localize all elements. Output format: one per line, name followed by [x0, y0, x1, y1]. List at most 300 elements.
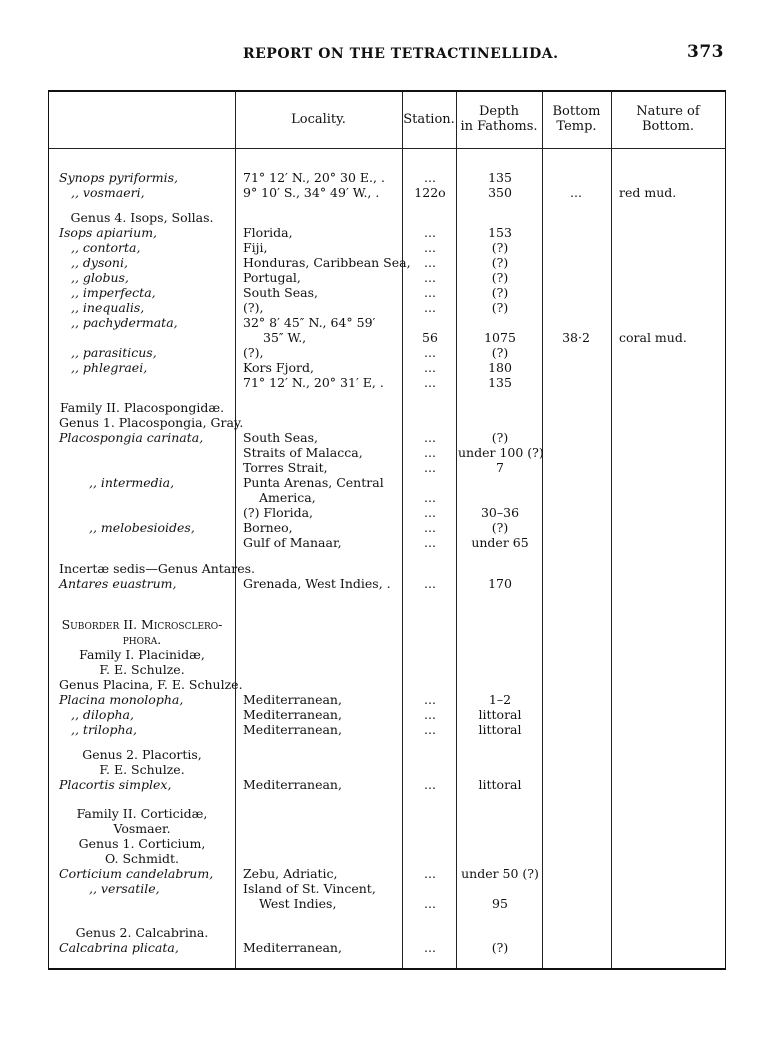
- cell-nat: [619, 762, 719, 777]
- table-row: [49, 505, 725, 520]
- cell-nat: [619, 360, 719, 375]
- cell-loc: [243, 821, 403, 836]
- cell-loc: Florida,: [243, 225, 293, 240]
- cell-dep: [458, 821, 542, 836]
- col-head-depth-line1: Depth: [478, 104, 520, 119]
- cell-name: [59, 375, 234, 390]
- cell-loc: 32° 8′ 45″ N., 64° 59′: [243, 315, 376, 330]
- cell-tmp: [543, 475, 609, 490]
- cell-tmp: [543, 576, 609, 591]
- cell-dep: (?): [491, 240, 509, 255]
- cell-dep: littoral: [478, 707, 522, 722]
- table-row: [49, 866, 725, 881]
- cell-nat: [619, 345, 719, 360]
- cell-loc: Fiji,: [243, 240, 268, 255]
- cell-nat: [619, 576, 719, 591]
- cell-name: ,, versatile,: [89, 881, 160, 896]
- cell-name: F. E. Schulze.: [99, 762, 185, 777]
- cell-name: Family II. Corticidæ,: [76, 806, 208, 821]
- table-row: [49, 692, 725, 707]
- col-head-temp: [542, 104, 611, 134]
- cell-dep: [458, 617, 542, 632]
- cell-dep: (?): [491, 285, 509, 300]
- cell-name: phora.: [122, 632, 162, 647]
- cell-name: ,, globus,: [71, 270, 129, 285]
- table-row: [49, 677, 725, 692]
- cell-name: Genus 2. Placortis,: [82, 747, 202, 762]
- table-row: [49, 836, 725, 851]
- cell-name: ,, inequalis,: [71, 300, 145, 315]
- col-head-depth-line2: in Fathoms.: [460, 119, 538, 134]
- col-head-temp-line1: Bottom: [552, 104, 601, 119]
- cell-tmp: [543, 777, 609, 792]
- table-row: [49, 617, 725, 632]
- cell-name: [59, 535, 234, 550]
- cell-dep: 1075: [484, 330, 516, 345]
- cell-loc: 71° 12′ N., 20° 31′ E, .: [243, 375, 384, 390]
- header-rule: [49, 148, 725, 149]
- cell-sta: [405, 647, 455, 662]
- cell-nat: [619, 881, 719, 896]
- cell-nat: [619, 210, 719, 225]
- cell-tmp: [543, 490, 609, 505]
- col-head-station-text: Station.: [403, 112, 455, 127]
- cell-loc: Mediterranean,: [243, 692, 342, 707]
- table-row: [49, 662, 725, 677]
- cell-loc: Mediterranean,: [243, 707, 342, 722]
- cell-tmp: [543, 400, 609, 415]
- cell-tmp: [543, 240, 609, 255]
- table-row: [49, 647, 725, 662]
- cell-name: Family I. Placinidæ,: [79, 647, 205, 662]
- cell-nat: [619, 445, 719, 460]
- table-row: [49, 490, 725, 505]
- cell-nat: [619, 940, 719, 955]
- table-row: [49, 430, 725, 445]
- cell-name: ,, dilopha,: [71, 707, 134, 722]
- cell-nat: [619, 677, 719, 692]
- cell-name: Calcabrina plicata,: [59, 940, 179, 955]
- cell-tmp: [543, 210, 609, 225]
- page-header: [0, 42, 776, 66]
- table-row: [49, 225, 725, 240]
- cell-sta: [405, 925, 455, 940]
- cell-sta: [405, 315, 455, 330]
- cell-nat: [619, 747, 719, 762]
- cell-dep: [458, 925, 542, 940]
- cell-name: ,, pachydermata,: [71, 315, 178, 330]
- cell-loc: [243, 747, 403, 762]
- cell-nat: [619, 617, 719, 632]
- cell-tmp: [543, 415, 609, 430]
- cell-sta: 56: [422, 330, 438, 345]
- table-row: [49, 210, 725, 225]
- table-row: [49, 185, 725, 200]
- cell-sta: ...: [424, 460, 436, 475]
- table-row: [49, 170, 725, 185]
- cell-loc: [243, 836, 403, 851]
- cell-loc: [243, 762, 403, 777]
- cell-loc: [243, 210, 403, 225]
- cell-loc: South Seas,: [243, 430, 318, 445]
- cell-name: [59, 505, 234, 520]
- cell-nat: [619, 255, 719, 270]
- cell-loc: [243, 415, 403, 430]
- cell-name: ,, phlegraei,: [71, 360, 148, 375]
- cell-dep: [458, 315, 542, 330]
- cell-sta: ...: [424, 535, 436, 550]
- cell-loc: Straits of Malacca,: [243, 445, 363, 460]
- cell-sta: [405, 836, 455, 851]
- cell-nat: red mud.: [619, 185, 677, 200]
- cell-dep: [458, 647, 542, 662]
- cell-name: Isops apiarium,: [59, 225, 158, 240]
- cell-name: Antares euastrum,: [59, 576, 177, 591]
- table-row: [49, 576, 725, 591]
- cell-tmp: [543, 647, 609, 662]
- cell-loc: Kors Fjord,: [243, 360, 314, 375]
- cell-tmp: [543, 505, 609, 520]
- cell-loc: Punta Arenas, Central: [243, 475, 384, 490]
- cell-name: Genus 1. Corticium,: [78, 836, 206, 851]
- cell-dep: littoral: [478, 722, 522, 737]
- cell-loc: [243, 400, 403, 415]
- cell-nat: [619, 692, 719, 707]
- cell-dep: (?): [491, 940, 509, 955]
- cell-dep: (?): [491, 345, 509, 360]
- cell-sta: ...: [424, 300, 436, 315]
- table-row: [49, 747, 725, 762]
- cell-dep: [458, 677, 542, 692]
- cell-dep: (?): [491, 430, 509, 445]
- cell-nat: [619, 662, 719, 677]
- cell-dep: (?): [491, 255, 509, 270]
- cell-name: ,, trilopha,: [71, 722, 137, 737]
- cell-dep: 7: [496, 460, 504, 475]
- page-number: 373: [687, 42, 724, 62]
- cell-name: ,, parasiticus,: [71, 345, 157, 360]
- cell-tmp: [543, 225, 609, 240]
- cell-tmp: [543, 170, 609, 185]
- cell-name: Incertæ sedis—Genus Antares.: [59, 561, 256, 576]
- col-head-nature-line1: Nature of: [636, 104, 700, 119]
- cell-tmp: [543, 561, 609, 576]
- cell-loc: [243, 617, 403, 632]
- cell-nat: [619, 806, 719, 821]
- cell-loc: [243, 806, 403, 821]
- table-row: [49, 535, 725, 550]
- cell-loc: [243, 647, 403, 662]
- cell-name: Placina monolopha,: [59, 692, 184, 707]
- cell-loc: Torres Strait,: [243, 460, 328, 475]
- table-row: [49, 520, 725, 535]
- cell-tmp: [543, 925, 609, 940]
- cell-dep: (?): [491, 270, 509, 285]
- cell-sta: [405, 561, 455, 576]
- cell-dep: [458, 881, 542, 896]
- table-row: [49, 400, 725, 415]
- cell-nat: [619, 707, 719, 722]
- cell-tmp: [543, 806, 609, 821]
- cell-name: Genus Placina, F. E. Schulze.: [59, 677, 243, 692]
- table-row: [49, 940, 725, 955]
- cell-nat: [619, 535, 719, 550]
- cell-nat: [619, 866, 719, 881]
- cell-tmp: [543, 821, 609, 836]
- col-head-temp-line2: Temp.: [556, 119, 597, 134]
- cell-dep: littoral: [478, 777, 522, 792]
- cell-sta: ...: [424, 505, 436, 520]
- cell-tmp: [543, 692, 609, 707]
- cell-nat: [619, 300, 719, 315]
- cell-tmp: [543, 722, 609, 737]
- cell-sta: ...: [424, 707, 436, 722]
- table-row: [49, 300, 725, 315]
- cell-sta: ...: [424, 270, 436, 285]
- cell-nat: [619, 722, 719, 737]
- cell-dep: 135: [488, 375, 512, 390]
- cell-tmp: [543, 360, 609, 375]
- cell-tmp: [543, 315, 609, 330]
- cell-dep: 153: [488, 225, 512, 240]
- cell-nat: [619, 561, 719, 576]
- table-row: [49, 375, 725, 390]
- cell-nat: [619, 520, 719, 535]
- table-row: [49, 925, 725, 940]
- cell-dep: 30–36: [480, 505, 520, 520]
- cell-sta: ...: [424, 255, 436, 270]
- cell-tmp: [543, 430, 609, 445]
- cell-loc: South Seas,: [243, 285, 318, 300]
- cell-nat: [619, 170, 719, 185]
- cell-tmp: [543, 632, 609, 647]
- cell-dep: [458, 475, 542, 490]
- table-row: [49, 806, 725, 821]
- table-row: [49, 722, 725, 737]
- cell-dep: [458, 400, 542, 415]
- cell-tmp: ...: [570, 185, 582, 200]
- cell-name: Vosmaer.: [113, 821, 171, 836]
- cell-sta: ...: [424, 940, 436, 955]
- table-row: [49, 707, 725, 722]
- cell-nat: [619, 490, 719, 505]
- cell-name: [59, 460, 234, 475]
- cell-sta: [405, 747, 455, 762]
- cell-loc: Honduras, Caribbean Sea,: [243, 255, 411, 270]
- cell-name: Suborder II. Microsclero-: [61, 617, 223, 632]
- cell-dep: under 65: [471, 535, 529, 550]
- cell-nat: [619, 851, 719, 866]
- cell-sta: ...: [424, 445, 436, 460]
- cell-nat: [619, 430, 719, 445]
- cell-sta: [405, 475, 455, 490]
- cell-name: [59, 896, 234, 911]
- cell-loc: Mediterranean,: [243, 722, 342, 737]
- cell-tmp: [543, 617, 609, 632]
- cell-loc: Mediterranean,: [243, 940, 342, 955]
- cell-tmp: [543, 836, 609, 851]
- cell-nat: [619, 647, 719, 662]
- table-row: [49, 777, 725, 792]
- cell-tmp: [543, 677, 609, 692]
- cell-sta: 122o: [414, 185, 446, 200]
- cell-sta: [405, 881, 455, 896]
- cell-nat: coral mud.: [619, 330, 687, 345]
- cell-sta: [405, 821, 455, 836]
- cell-name: ,, dysoni,: [71, 255, 128, 270]
- cell-sta: [405, 851, 455, 866]
- table-row: [49, 315, 725, 330]
- table-row: [49, 881, 725, 896]
- cell-sta: ...: [424, 170, 436, 185]
- cell-loc: West Indies,: [259, 896, 337, 911]
- cell-name: ,, intermedia,: [89, 475, 175, 490]
- cell-dep: [458, 747, 542, 762]
- cell-dep: (?): [491, 300, 509, 315]
- cell-nat: [619, 896, 719, 911]
- cell-dep: [458, 662, 542, 677]
- cell-dep: 170: [488, 576, 512, 591]
- cell-loc: [243, 662, 403, 677]
- cell-name: [59, 330, 234, 345]
- cell-loc: (?),: [243, 300, 264, 315]
- running-title: REPORT ON THE TETRACTINELLIDA.: [243, 46, 559, 62]
- table-row: [49, 896, 725, 911]
- col-head-nature-line2: Bottom.: [641, 119, 695, 134]
- cell-sta: [405, 617, 455, 632]
- cell-tmp: [543, 866, 609, 881]
- cell-dep: [458, 415, 542, 430]
- cell-dep: [458, 762, 542, 777]
- col-head-station: [402, 112, 456, 127]
- cell-nat: [619, 505, 719, 520]
- cell-tmp: [543, 300, 609, 315]
- cell-loc: [243, 561, 403, 576]
- cell-name: ,, contorta,: [71, 240, 141, 255]
- cell-tmp: [543, 940, 609, 955]
- cell-name: Genus 2. Calcabrina.: [75, 925, 209, 940]
- table-row: [49, 240, 725, 255]
- cell-name: ,, vosmaeri,: [71, 185, 145, 200]
- cell-sta: [405, 415, 455, 430]
- cell-nat: [619, 475, 719, 490]
- table-row: [49, 345, 725, 360]
- cell-dep: [458, 851, 542, 866]
- cell-nat: [619, 400, 719, 415]
- cell-tmp: [543, 270, 609, 285]
- cell-sta: ...: [424, 520, 436, 535]
- cell-loc: Mediterranean,: [243, 777, 342, 792]
- cell-name: F. E. Schulze.: [99, 662, 185, 677]
- cell-nat: [619, 240, 719, 255]
- table-row: [49, 632, 725, 647]
- cell-name: Placortis simplex,: [59, 777, 172, 792]
- cell-dep: 135: [488, 170, 512, 185]
- cell-nat: [619, 632, 719, 647]
- cell-name: Placospongia carinata,: [59, 430, 204, 445]
- table-row: [49, 330, 725, 345]
- cell-sta: ...: [424, 576, 436, 591]
- cell-name: Genus 4. Isops, Sollas.: [70, 210, 214, 225]
- col-head-nature: [611, 104, 725, 134]
- cell-name: Corticium candelabrum,: [59, 866, 214, 881]
- cell-name: ,, imperfecta,: [71, 285, 156, 300]
- cell-loc: Gulf of Manaar,: [243, 535, 342, 550]
- cell-dep: [458, 806, 542, 821]
- cell-loc: America,: [259, 490, 316, 505]
- cell-tmp: [543, 662, 609, 677]
- cell-nat: [619, 415, 719, 430]
- table-row: [49, 561, 725, 576]
- table-row: [49, 270, 725, 285]
- cell-tmp: 38·2: [562, 330, 590, 345]
- cell-tmp: [543, 445, 609, 460]
- cell-nat: [619, 460, 719, 475]
- cell-sta: ...: [424, 240, 436, 255]
- cell-name: Synops pyriformis,: [59, 170, 178, 185]
- cell-dep: [458, 490, 542, 505]
- cell-loc: Island of St. Vincent,: [243, 881, 376, 896]
- cell-dep: 1–2: [488, 692, 512, 707]
- cell-nat: [619, 821, 719, 836]
- cell-tmp: [543, 460, 609, 475]
- col-head-locality-text: Locality.: [291, 112, 346, 127]
- cell-dep: [458, 632, 542, 647]
- cell-tmp: [543, 747, 609, 762]
- species-table: [48, 90, 726, 970]
- cell-dep: [458, 210, 542, 225]
- cell-sta: [405, 762, 455, 777]
- table-row: [49, 415, 725, 430]
- cell-dep: under 100 (?): [458, 445, 544, 460]
- cell-sta: ...: [424, 722, 436, 737]
- cell-sta: ...: [424, 345, 436, 360]
- cell-tmp: [543, 375, 609, 390]
- cell-sta: ...: [424, 225, 436, 240]
- cell-name: Genus 1. Placospongia, Gray.: [59, 415, 244, 430]
- table-row: [49, 460, 725, 475]
- cell-loc: Grenada, West Indies, .: [243, 576, 391, 591]
- cell-tmp: [543, 285, 609, 300]
- cell-loc: Borneo,: [243, 520, 293, 535]
- cell-sta: ...: [424, 777, 436, 792]
- cell-loc: 9° 10′ S., 34° 49′ W., .: [243, 185, 380, 200]
- cell-sta: [405, 806, 455, 821]
- cell-sta: [405, 677, 455, 692]
- cell-sta: ...: [424, 430, 436, 445]
- cell-tmp: [543, 851, 609, 866]
- cell-sta: ...: [424, 375, 436, 390]
- table-row: [49, 851, 725, 866]
- cell-name: [59, 445, 234, 460]
- cell-sta: ...: [424, 866, 436, 881]
- cell-dep: [458, 836, 542, 851]
- cell-loc: [243, 925, 403, 940]
- cell-nat: [619, 315, 719, 330]
- cell-loc: 71° 12′ N., 20° 30 E., .: [243, 170, 385, 185]
- cell-dep: 95: [492, 896, 508, 911]
- cell-loc: 35″ W.,: [263, 330, 307, 345]
- col-head-depth: [456, 104, 542, 134]
- cell-sta: [405, 210, 455, 225]
- cell-nat: [619, 925, 719, 940]
- table-row: [49, 285, 725, 300]
- cell-sta: [405, 400, 455, 415]
- table-row: [49, 821, 725, 836]
- cell-tmp: [543, 896, 609, 911]
- cell-name: [59, 490, 234, 505]
- cell-loc: (?),: [243, 345, 264, 360]
